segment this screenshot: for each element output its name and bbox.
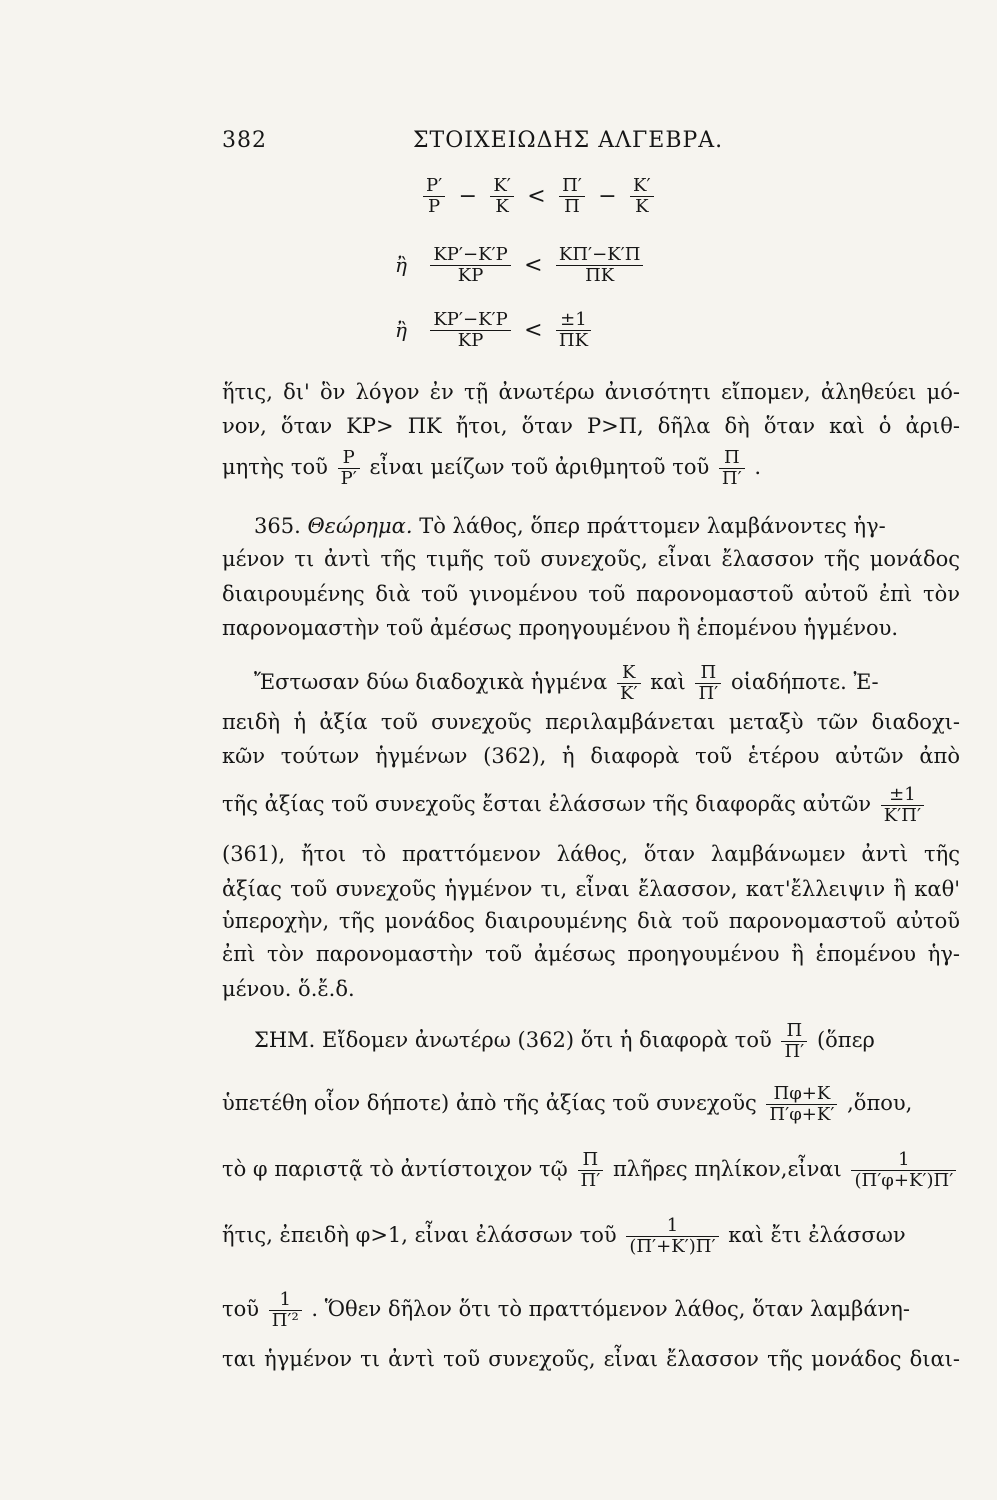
text-line: ὑπεροχὴν, τῆς μονάδος διαιρουμένης διὰ τοῦ παρονομαστοῦ αὐτοῦ: [222, 909, 960, 933]
fraction: $\frac{1}{(\Pi'\varphi+K')\Pi'}$: [851, 1150, 956, 1191]
fraction: $\frac{K\Pi'-K'\Pi}{\Pi K}$: [556, 245, 644, 286]
text-line: (361), ἤτοι τὸ πραττόμενον λάθος, ὅταν λαμβάνωμεν ἀντὶ τῆς: [222, 842, 960, 866]
fraction: $\frac{\Pi}{\Pi'}$: [695, 663, 721, 704]
section-number: 365.: [254, 514, 301, 538]
text-line: ἥτις, δι' ὃν λόγον ἐν τῇ ἀνωτέρω ἀνισότητι εἴπομεν, ἀληθεύει μό-: [222, 380, 960, 404]
text-line: Ἔστωσαν δύω διαδοχικὰ ἡγμένα $\frac{K}{K'}$ καὶ $\frac{\Pi}{\Pi'}$ οἱαδήποτε. Ἐ-: [254, 662, 879, 704]
text-line: τοῦ $\frac{1}{\text{Π′²}}$ . Ὅθεν δῆλον ὅτι τὸ πραττόμενον λάθος, ὅταν λαμβάνη-: [222, 1289, 910, 1331]
text-line: ἀξίας τοῦ συνεχοῦς ἡγμένον τι, εἶναι ἔλασσον, κατ'ἔλλειψιν ἢ καθ': [222, 877, 960, 901]
theorem-label: Θεώρημα.: [307, 514, 413, 538]
text-line: ἐπὶ τὸν παρονομαστὴν τοῦ ἀμέσως προηγουμένου ἢ ἑπομένου ἡγ-: [222, 942, 960, 966]
fraction: $\frac{\Pi}{\Pi'}$: [578, 1150, 604, 1191]
fraction: $\frac{KP'-K'P}{KP}$: [430, 310, 510, 351]
fraction: $\frac{K'}{K}$: [490, 176, 514, 217]
running-title: ΣΤΟΙΧΕΙΩΔΗΣ ΑΛΓΕΒΡΑ.: [413, 128, 724, 153]
fraction: $\frac{P'}{P}$: [423, 176, 445, 217]
fraction: $\frac{K}{K'}$: [617, 663, 641, 704]
text-line: κῶν τούτων ἡγμένων (362), ἡ διαφορὰ τοῦ ἑτέρου αὐτῶν ἀπὸ: [222, 744, 960, 768]
page-number: 382: [222, 128, 267, 153]
inequality-3: ἢ $\frac{KP'-K'P}{KP}$ < $\frac{\pm 1}{\Pi K}$: [395, 310, 594, 351]
text-line: νον, ὅταν ΚΡ> ΠΚ ἤτοι, ὅταν Ρ>Π, δῆλα δὴ ὅταν καὶ ὁ ἀριθ-: [222, 414, 960, 438]
fraction: $\frac{P}{P'}$: [338, 448, 360, 489]
text-line: ὑπετέθη οἷον δήποτε) ἀπὸ τῆς ἀξίας τοῦ συνεχοῦς $\frac{\Pi\varphi+K}{\Pi'\varphi+K'}$ ,ὅπου,: [222, 1083, 913, 1125]
inequality-1: $\frac{P'}{P}$ − $\frac{K'}{K}$ < $\frac{\Pi'}{\Pi}$ − $\frac{K'}{K}$: [420, 176, 657, 217]
text-line: παρονομαστὴν τοῦ ἀμέσως προηγουμένου ἢ ἑπομένου ἡγμένου.: [222, 616, 899, 640]
text-line: ΣΗΜ. Εἴδομεν ἀνωτέρω (362) ὅτι ἡ διαφορὰ τοῦ $\frac{\Pi}{\Pi'}$ (ὅπερ: [254, 1020, 875, 1062]
text-line: μητὴς τοῦ $\frac{P}{P'}$ εἶναι μείζων τοῦ ἀριθμητοῦ τοῦ $\frac{\Pi}{\Pi'}$ .: [222, 447, 762, 489]
inequality-2: ἢ $\frac{KP'-K'P}{KP}$ < $\frac{K\Pi'-K'\Pi}{\Pi K}$: [395, 245, 646, 286]
text-line: μένον τι ἀντὶ τῆς τιμῆς τοῦ συνεχοῦς, εἶναι ἔλασσον τῆς μονάδος: [222, 547, 960, 571]
text-line: ται ἡγμένον τι ἀντὶ τοῦ συνεχοῦς, εἶναι ἔλασσον τῆς μονάδος διαι-: [222, 1347, 960, 1371]
fraction: $\frac{KP'-K'P}{KP}$: [430, 245, 510, 286]
text-line: μένου. ὅ.ἔ.δ.: [222, 977, 355, 1001]
fraction: $\frac{\pm 1}{\Pi K}$: [556, 310, 591, 351]
fraction: $\frac{\Pi\varphi+K}{\Pi'\varphi+K'}$: [766, 1084, 837, 1125]
fraction: $\frac{\pm 1}{K'\Pi'}$: [881, 785, 924, 826]
fraction: $\frac{\Pi}{\Pi'}$: [781, 1021, 807, 1062]
text-line: διαιρουμένης διὰ τοῦ γινομένου τοῦ παρονομαστοῦ αὐτοῦ ἐπὶ τὸν: [222, 582, 960, 606]
text-line: 365. Θεώρημα. Τὸ λάθος, ὅπερ πράττομεν λαμβάνοντες ἡγ-: [254, 514, 886, 538]
fraction: $\frac{\Pi}{\Pi'}$: [719, 448, 745, 489]
fraction: $\frac{K'}{K}$: [630, 176, 654, 217]
text-line: πειδὴ ἡ ἀξία τοῦ συνεχοῦς περιλαμβάνεται μεταξὺ τῶν διαδοχι-: [222, 710, 960, 734]
text-line: ἥτις, ἐπειδὴ φ>1, εἶναι ἐλάσσων τοῦ $\frac{1}{(\Pi'+K')\Pi'}$ καὶ ἔτι ἐλάσσων: [222, 1215, 906, 1257]
fraction: $\frac{1}{(\Pi'+K')\Pi'}$: [626, 1216, 718, 1257]
text-line: τῆς ἀξίας τοῦ συνεχοῦς ἔσται ἐλάσσων τῆς διαφορᾶς αὐτῶν $\frac{\pm 1}{K'\Pi'}$: [222, 785, 960, 826]
fraction: $\frac{\Pi'}{\Pi}$: [559, 176, 585, 217]
fraction: $\frac{1}{\text{Π′²}}$: [269, 1290, 302, 1331]
text-line: τὸ φ παριστᾷ τὸ ἀντίστοιχον τῷ $\frac{\Pi}{\Pi'}$ πλῆρες πηλίκον,εἶναι $\frac{1}{(\Pi'\varphi+K')\Pi'}$: [222, 1150, 960, 1191]
